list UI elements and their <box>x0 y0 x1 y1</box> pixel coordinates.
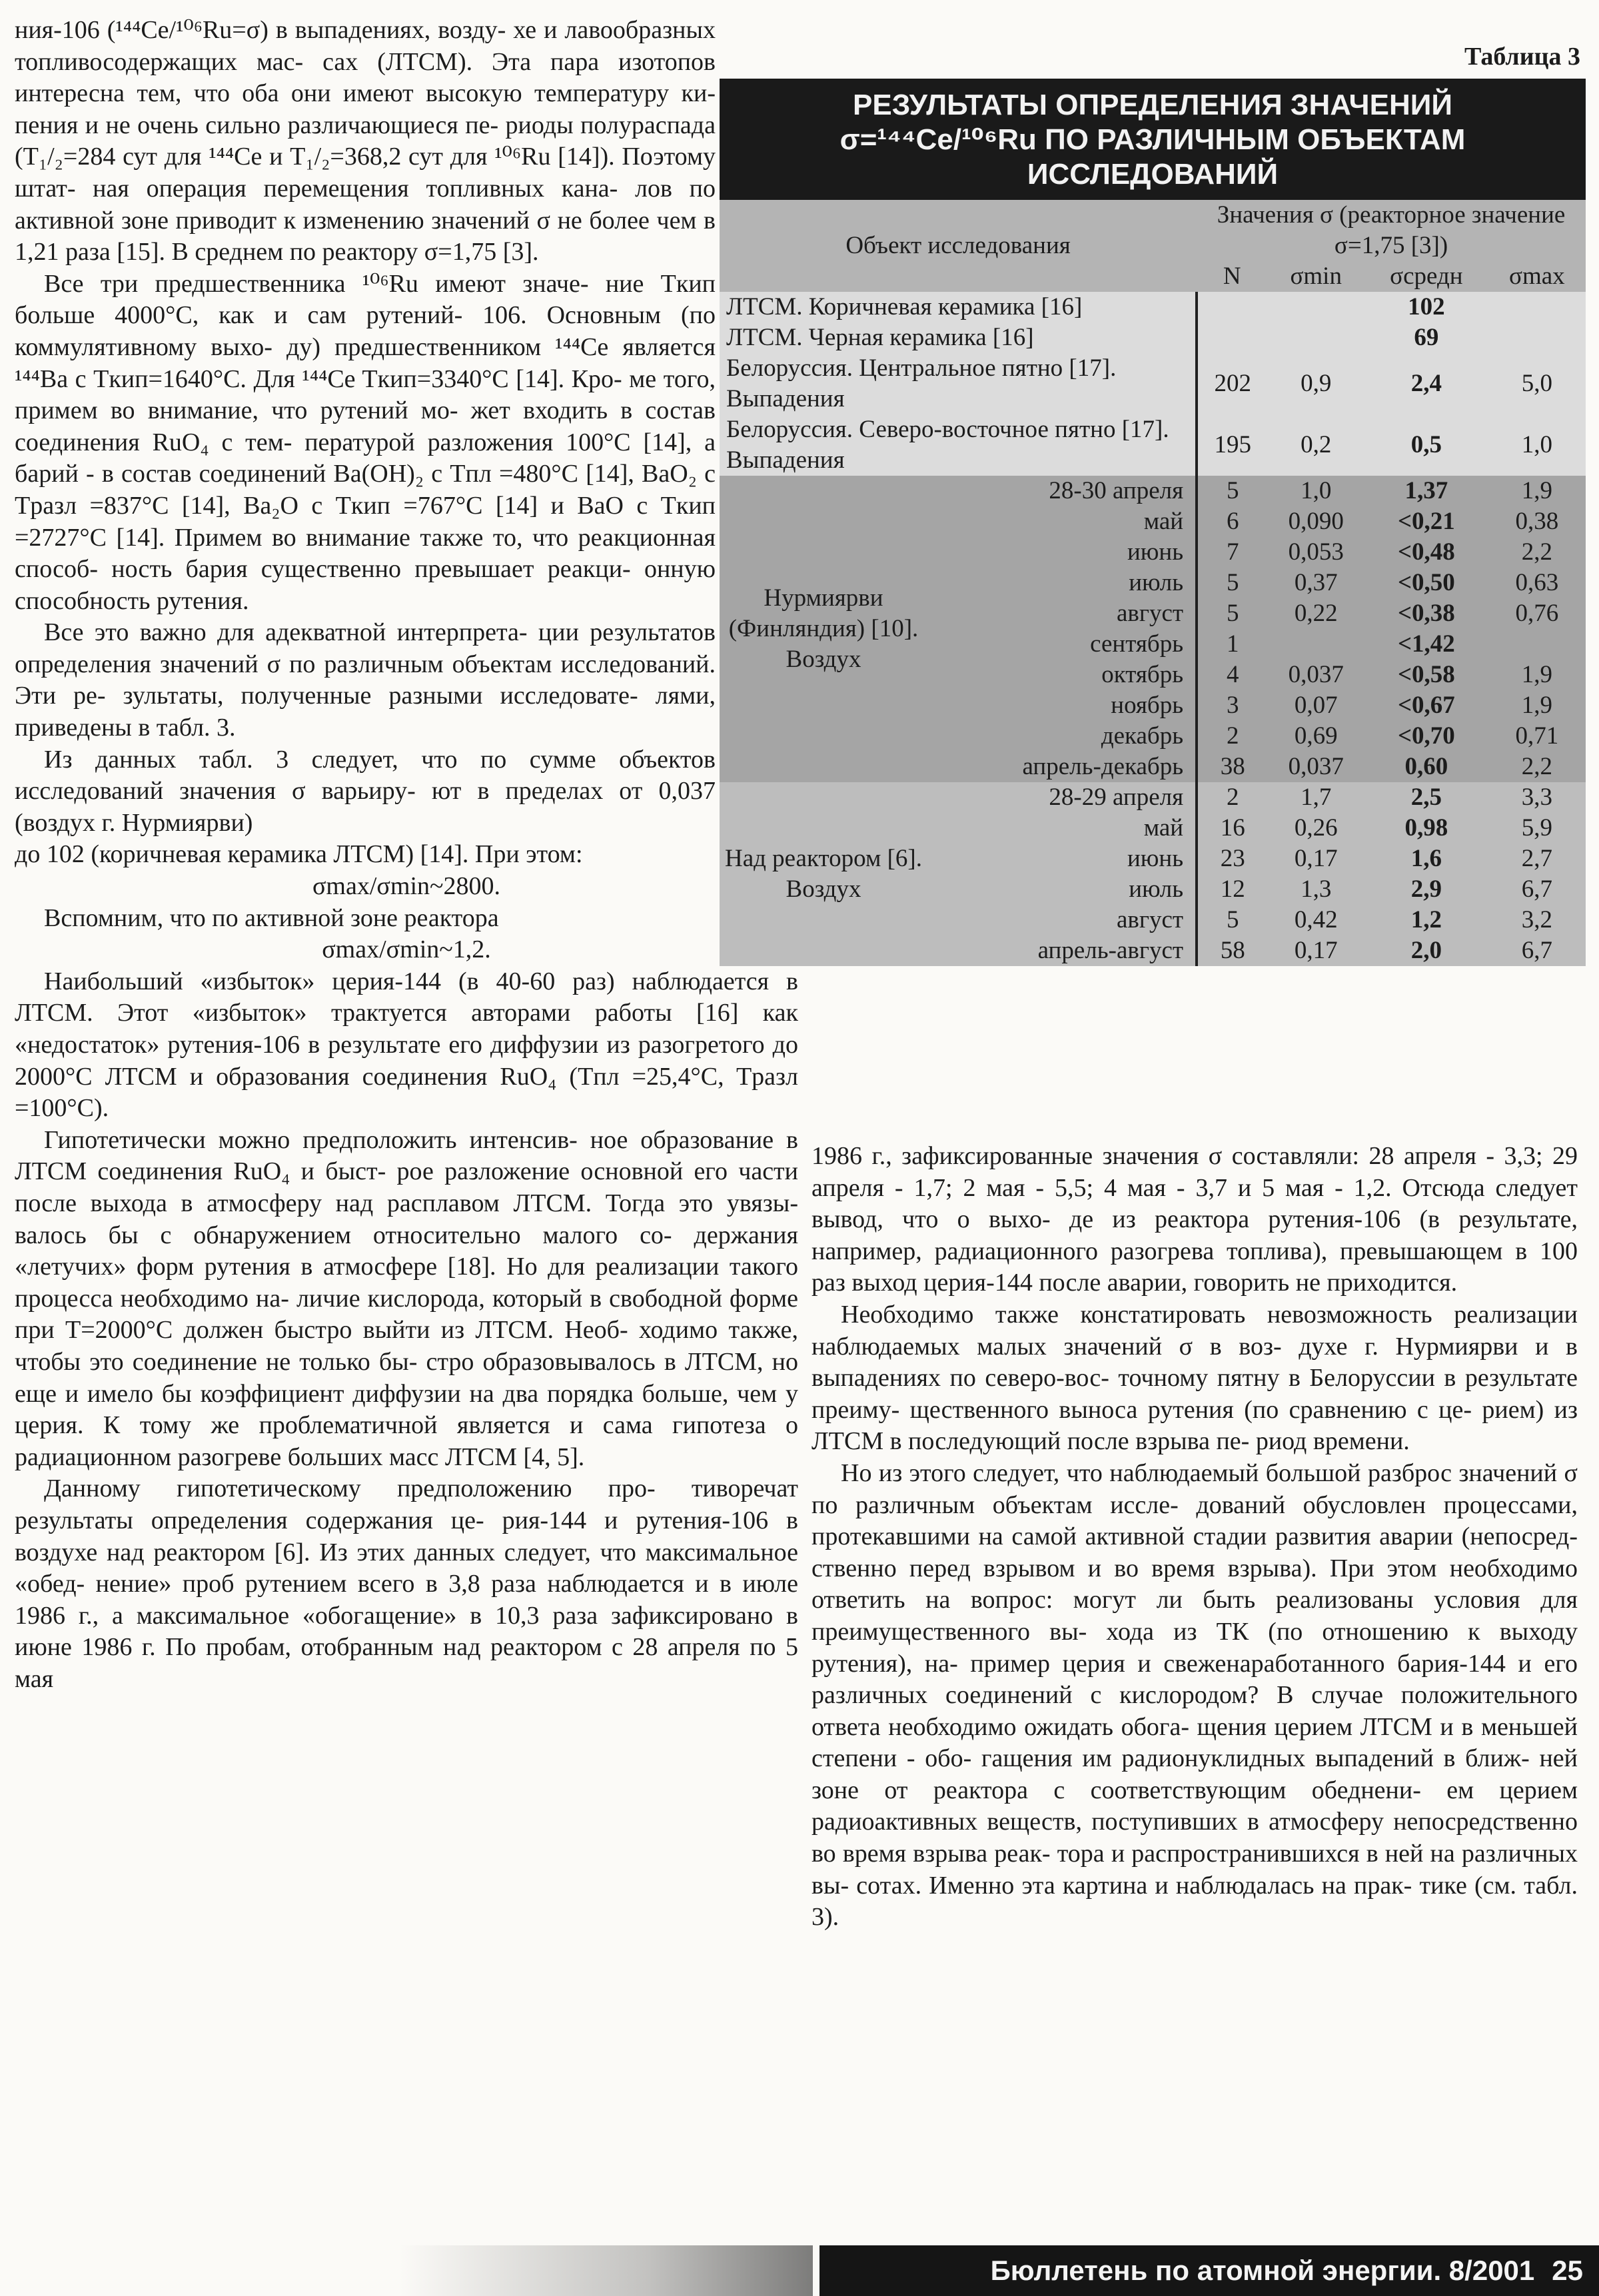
sigma-max-cell: 0,63 <box>1488 568 1586 598</box>
n-cell: 5 <box>1197 598 1267 629</box>
sigma-max-cell: 3,3 <box>1488 782 1586 813</box>
sigma-max-cell <box>1488 292 1586 322</box>
table-title <box>720 79 1586 200</box>
paragraph: до 102 (коричневая керамика ЛТСМ) [14]. При этом: <box>15 840 583 869</box>
sigma-min-cell: 0,037 <box>1267 752 1364 782</box>
period-cell: апрель-август <box>927 935 1197 966</box>
n-cell: 4 <box>1197 660 1267 690</box>
sigma-max-cell: 5,0 <box>1488 353 1586 414</box>
period-cell: 28-30 апреля <box>927 476 1197 506</box>
n-cell: 195 <box>1197 414 1267 476</box>
period-cell: август <box>927 905 1197 935</box>
period-cell: июнь <box>927 537 1197 568</box>
sigma-max-cell: 1,0 <box>1488 414 1586 476</box>
sigma-max-cell: 2,2 <box>1488 537 1586 568</box>
sigma-max-cell: 2,2 <box>1488 752 1586 782</box>
sigma-max-cell: 3,2 <box>1488 905 1586 935</box>
n-cell <box>1197 292 1267 322</box>
header-values-group: Значения σ (реакторное значение σ=1,75 [3]) <box>1197 200 1586 261</box>
sigma-avg-cell: 0,5 <box>1364 414 1488 476</box>
sigma-avg-cell: 2,5 <box>1364 782 1488 813</box>
table-caption: Таблица 3 <box>1464 43 1580 71</box>
table-row <box>720 322 1586 353</box>
period-cell: июль <box>927 874 1197 905</box>
sigma-avg-cell: <0,67 <box>1364 690 1488 721</box>
table-3 <box>720 35 1586 966</box>
table-row <box>720 353 1586 414</box>
n-cell: 202 <box>1197 353 1267 414</box>
sigma-avg-cell: 1,6 <box>1364 844 1488 874</box>
n-cell: 38 <box>1197 752 1267 782</box>
formula: σmax/σmin~1,2. <box>322 935 491 964</box>
period-cell: апрель-декабрь <box>927 752 1197 782</box>
sigma-max-cell <box>1488 629 1586 660</box>
n-cell: 7 <box>1197 537 1267 568</box>
sigma-min-cell: 0,2 <box>1267 414 1364 476</box>
paragraph: Данному гипотетическому предположению про- тиворечат результаты определения содержания це- рия-144 и рутения-106 в воздухе над реактором [6]. Из этих данных следует, что максимальное «обед- нение» проб рутением всего в 3,8 раза наблюдается и в июле 1986 г., а максимальное «обогащение» в 10,3 раза зафиксировано в июне 1986 г. По пробам, отобранным над реактором с 28 апреля по 5 мая <box>15 1474 798 1693</box>
sigma-avg-cell: <0,50 <box>1364 568 1488 598</box>
sigma-min-cell: 0,42 <box>1267 905 1364 935</box>
sigma-avg-cell: 2,4 <box>1364 353 1488 414</box>
table-row <box>720 782 1586 813</box>
period-cell: декабрь <box>927 721 1197 752</box>
sigma-max-cell: 6,7 <box>1488 935 1586 966</box>
object-cell: Белоруссия. Северо-восточное пятно [17]. Выпадения <box>720 414 1197 476</box>
paragraph: Из данных табл. 3 следует, что по сумме объектов исследований значения σ варьиру- ют в пределах от 0,037 (воздух г. Нурмиярви) <box>15 745 716 837</box>
n-cell: 2 <box>1197 721 1267 752</box>
sigma-min-cell: 0,26 <box>1267 813 1364 844</box>
journal-title: Бюллетень по атомной энергии. 8/2001 <box>990 2255 1535 2286</box>
sigma-min-cell: 0,69 <box>1267 721 1364 752</box>
sigma-min-cell: 0,17 <box>1267 844 1364 874</box>
sigma-min-cell <box>1267 322 1364 353</box>
sigma-max-cell: 1,9 <box>1488 690 1586 721</box>
period-cell: 28-29 апреля <box>927 782 1197 813</box>
sigma-max-cell: 1,9 <box>1488 476 1586 506</box>
header-object: Объект исследования <box>720 200 1197 292</box>
left-column <box>15 15 798 1695</box>
table-row <box>720 476 1586 506</box>
sigma-avg-cell: 102 <box>1364 292 1488 322</box>
sigma-avg-cell: <0,58 <box>1364 660 1488 690</box>
sigma-min-cell: 0,37 <box>1267 568 1364 598</box>
sigma-min-cell <box>1267 629 1364 660</box>
sigma-min-cell: 1,7 <box>1267 782 1364 813</box>
n-cell: 58 <box>1197 935 1267 966</box>
paragraph: Вспомним, что по активной зоне реактора <box>44 903 499 932</box>
sigma-max-cell: 1,9 <box>1488 660 1586 690</box>
header-sigma-max: σmax <box>1488 261 1586 292</box>
n-cell: 5 <box>1197 905 1267 935</box>
sigma-min-cell: 0,053 <box>1267 537 1364 568</box>
period-cell: май <box>927 813 1197 844</box>
scan-artifact <box>400 2245 813 2296</box>
sigma-avg-cell: 0,60 <box>1364 752 1488 782</box>
formula: σmax/σmin~2800. <box>312 872 501 901</box>
sigma-avg-cell: <0,48 <box>1364 537 1488 568</box>
n-cell: 1 <box>1197 629 1267 660</box>
sigma-avg-cell: <0,38 <box>1364 598 1488 629</box>
sigma-min-cell: 0,22 <box>1267 598 1364 629</box>
sigma-avg-cell: 1,2 <box>1364 905 1488 935</box>
sigma-avg-cell: <0,70 <box>1364 721 1488 752</box>
sigma-min-cell: 0,037 <box>1267 660 1364 690</box>
period-cell: октябрь <box>927 660 1197 690</box>
sigma-min-cell: 0,07 <box>1267 690 1364 721</box>
reactor-section <box>720 782 1586 966</box>
table-row <box>720 292 1586 322</box>
sigma-avg-cell: 69 <box>1364 322 1488 353</box>
period-cell: сентябрь <box>927 629 1197 660</box>
header-sigma-avg: σсредн <box>1364 261 1488 292</box>
n-cell: 12 <box>1197 874 1267 905</box>
sigma-min-cell: 0,090 <box>1267 506 1364 537</box>
period-cell: август <box>927 598 1197 629</box>
sigma-avg-cell: <1,42 <box>1364 629 1488 660</box>
header-n: N <box>1197 261 1267 292</box>
sigma-min-cell: 0,9 <box>1267 353 1364 414</box>
paragraph: Гипотетически можно предположить интенсив- ное образование в ЛТСМ соединения RuO₄ и быст- рое разложение основной его части после выхода в атмосферу над расплавом ЛТСМ. Тогда это увязы- валось бы с обнаружением относительно малого со- держания «летучих» форм рутения в атмосфере [18]. Но для реализации такого процесса необходимо на- личие кислорода, который в свободной форме при T=2000°C должен быстро выйти из ЛТСМ. Необ- ходимо также, чтобы это соединение не только бы- стро образовывалось в ЛТСМ, но еще и имело бы коэффициент диффузии на два порядка больше, чем у церия. К тому же проблематичной является и сама гипотеза о радиационном разогреве больших масс ЛТСМ [4, 5]. <box>15 1125 798 1471</box>
sigma-max-cell <box>1488 322 1586 353</box>
sigma-max-cell: 2,7 <box>1488 844 1586 874</box>
ltsm-section <box>720 292 1586 476</box>
page-footer <box>819 2245 1599 2296</box>
n-cell: 5 <box>1197 568 1267 598</box>
n-cell: 6 <box>1197 506 1267 537</box>
n-cell: 23 <box>1197 844 1267 874</box>
sigma-max-cell: 0,71 <box>1488 721 1586 752</box>
right-column <box>811 1141 1578 1934</box>
results-table <box>720 200 1586 966</box>
table-title-line: ИССЛЕДОВАНИЙ <box>1027 158 1279 191</box>
sigma-max-cell: 5,9 <box>1488 813 1586 844</box>
paragraph: Все это важно для адекватной интерпрета- ции результатов определения значений σ по различным объектам исследований. Эти ре- зультаты, полученные разными исследовате- лями, приведены в табл. 3. <box>15 618 716 742</box>
n-cell <box>1197 322 1267 353</box>
table-title-line: РЕЗУЛЬТАТЫ ОПРЕДЕЛЕНИЯ ЗНАЧЕНИЙ <box>853 89 1452 121</box>
period-cell: май <box>927 506 1197 537</box>
sigma-min-cell: 1,0 <box>1267 476 1364 506</box>
paragraph: Все три предшественника ¹⁰⁶Ru имеют значе- ние Tкип больше 4000°C, как и сам рутений- 106. Основным (по коммулятивному выхо- ду) предшественником ¹⁴⁴Ce является ¹⁴⁴Ba с Tкип=1640°C. Для ¹⁴⁴Ce Tкип=3340°C [14]. Кро- ме того, примем во внимание, что рутений мо- жет входить в состав соединения RuO₄ с тем- пературой разложения 100°C [14], а барий - в состав соединений Ba(OH)₂ с Tпл =480°C [14], BaO₂ с Tразл =837°C [14], Ba₂O с Tкип =767°C [14] и BaO с Tкип =2727°C [14]. Примем во внимание также то, что реакционная способ- ность бария существенно превышает реакци- онную способность рутения. <box>15 269 716 615</box>
sigma-avg-cell: <0,21 <box>1364 506 1488 537</box>
paragraph: Наибольший «избыток» церия-144 (в 40-60 раз) наблюдается в ЛТСМ. Этот «избыток» трактуется авторами работы [16] как «недостаток» рутения-106 в результате его диффузии из разогретого до 2000°C ЛТСМ и образования соединения RuO₄ (Tпл =25,4°C, Tразл =100°C). <box>15 967 798 1123</box>
sigma-max-cell: 0,76 <box>1488 598 1586 629</box>
paragraph: ния-106 (¹⁴⁴Ce/¹⁰⁶Ru=σ) в выпадениях, возду- хе и лавообразных топливосодержащих мас- сах (ЛТСМ). Эта пара изотопов интересна тем, что оба они имеют высокую температуру ки- пения и не очень сильно различающиеся пе- риоды полураспада (T₁/₂=284 сут для ¹⁴⁴Ce и T₁/₂=368,2 сут для ¹⁰⁶Ru [14]). Поэтому штат- ная операция перемещения топливных кана- лов по активной зоне приводит к изменению значений σ не более чем в 1,21 раза [15]. В среднем по реактору σ=1,75 [3]. <box>15 16 716 267</box>
n-cell: 3 <box>1197 690 1267 721</box>
n-cell: 2 <box>1197 782 1267 813</box>
paragraph: Но из этого следует, что наблюдаемый большой разброс значений σ по различным объектам иссле- дований обусловлен процессами, протекавшими на самой активной стадии развития аварии (непосред- ственно перед взрывом и во время взрыва). При этом необходимо ответить на вопрос: могут ли быть реализованы условия для преимущественного вы- хода из ТК (по отношению к выходу рутения), на- пример церия и свеженаработанного бария-144 и его различных соединений с кислородом? В случае положительного ответа необходимо ожидать обога- щения церием ЛТСМ и в меньшей степени - обо- гащения им радионуклидных выпадений в ближ- ней зоне от реактора с соответствующим обеднени- ем церием радиоактивных веществ, поступивших в атмосферу непосредственно во время взрыва реак- тора и распространившихся в ней на различных вы- сотах. Именно эта картина и наблюдалась на прак- тике (см. табл. 3). <box>811 1458 1578 1932</box>
nurmijarvi-section <box>720 476 1586 782</box>
table-title-line: σ=¹⁴⁴Ce/¹⁰⁶Ru ПО РАЗЛИЧНЫМ ОБЪЕКТАМ <box>839 123 1466 156</box>
object-cell: ЛТСМ. Коричневая керамика [16] <box>720 292 1197 322</box>
sigma-avg-cell: 2,9 <box>1364 874 1488 905</box>
n-cell: 16 <box>1197 813 1267 844</box>
page-number: 25 <box>1552 2255 1583 2286</box>
location-cell: Над реактором [6]. Воздух <box>720 782 927 966</box>
period-cell: июнь <box>927 844 1197 874</box>
sigma-avg-cell: 0,98 <box>1364 813 1488 844</box>
object-cell: Белоруссия. Центральное пятно [17]. Выпадения <box>720 353 1197 414</box>
header-sigma-min: σmin <box>1267 261 1364 292</box>
sigma-min-cell: 1,3 <box>1267 874 1364 905</box>
period-cell: июль <box>927 568 1197 598</box>
sigma-min-cell <box>1267 292 1364 322</box>
period-cell: ноябрь <box>927 690 1197 721</box>
location-cell: Нурмиярви (Финляндия) [10]. Воздух <box>720 476 927 782</box>
sigma-min-cell: 0,17 <box>1267 935 1364 966</box>
n-cell: 5 <box>1197 476 1267 506</box>
sigma-max-cell: 6,7 <box>1488 874 1586 905</box>
table-row <box>720 414 1586 476</box>
sigma-avg-cell: 1,37 <box>1364 476 1488 506</box>
paragraph: 1986 г., зафиксированные значения σ составляли: 28 апреля - 3,3; 29 апреля - 1,7; 2 мая - 5,5; 4 мая - 3,7 и 5 мая - 1,2. Отсюда следует вывод, что о выхо- де из реактора рутения-106 (в результате, например, радиационного разогрева топлива), превышающем в 100 раз выход церия-144 после аварии, говорить не приходится. <box>811 1142 1578 1297</box>
sigma-avg-cell: 2,0 <box>1364 935 1488 966</box>
paragraph: Необходимо также констатировать невозможность реализации наблюдаемых малых значений σ в воз- духе г. Нурмиярви и в выпадениях по северо-вос- точному пятну в Белоруссии в результате преиму- щественного выноса рутения (по сравнению с це- рием) из ЛТСМ в последующий после взрыва пе- риод времени. <box>811 1300 1578 1456</box>
sigma-max-cell: 0,38 <box>1488 506 1586 537</box>
object-cell: ЛТСМ. Черная керамика [16] <box>720 322 1197 353</box>
